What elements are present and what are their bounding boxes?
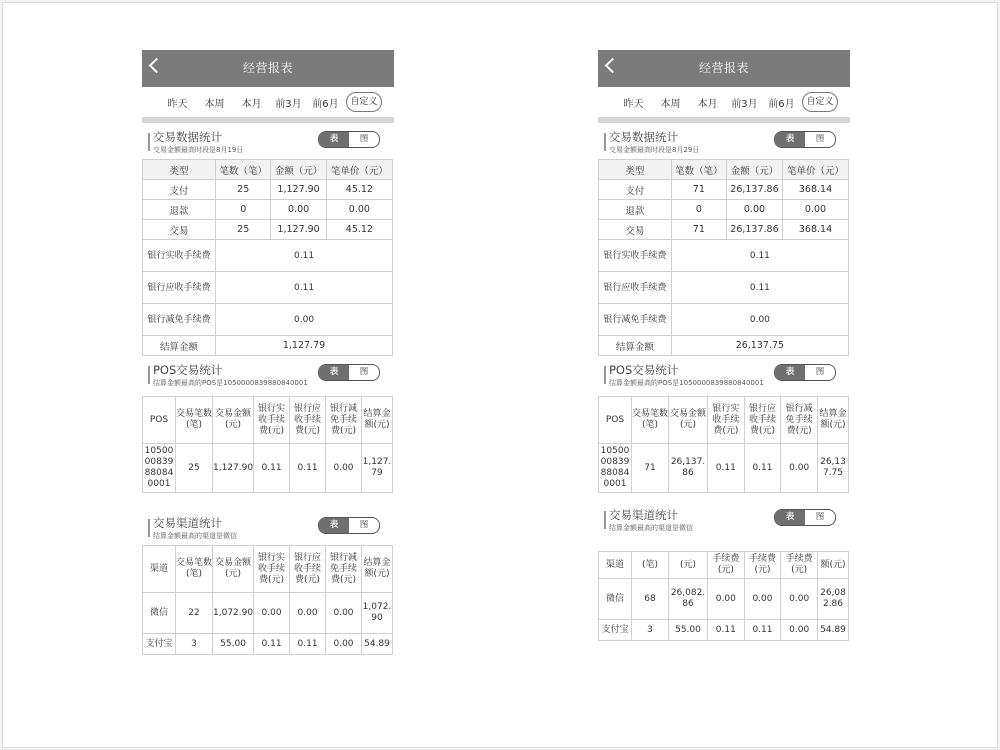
table-cell: 0.00 (326, 593, 362, 634)
table-cell: 25 (216, 180, 271, 200)
toggle-table[interactable]: 表 (775, 132, 805, 147)
phone-screen-left (142, 50, 394, 655)
table-cell: 0.00 (326, 444, 362, 493)
table-cell: 54.89 (818, 620, 849, 641)
fee-label: 银行实收手续费 (143, 240, 216, 272)
table-cell: 1,072.90 (213, 593, 254, 634)
column-header: 银行实收手续费(元) (254, 546, 290, 593)
pos-section-header (142, 356, 394, 392)
table-cell: 0 (671, 200, 726, 220)
table-row (599, 444, 849, 493)
table-cell: 71 (671, 220, 726, 240)
table-chart-toggle (318, 364, 380, 381)
table-cell: 0.11 (708, 620, 745, 641)
table-row (599, 220, 849, 240)
period-filter (142, 87, 394, 123)
settlement-label: 结算金额 (599, 336, 672, 356)
section-marker (148, 519, 150, 537)
table-cell: 支付宝 (599, 620, 632, 641)
table-cell: 55.00 (669, 620, 708, 641)
period-filter (598, 87, 850, 123)
channel-table (142, 545, 393, 655)
table-chart-toggle (318, 131, 380, 148)
table-cell: 0.00 (781, 444, 818, 493)
column-header: 银行应收手续费(元) (290, 546, 326, 593)
period-this-week[interactable]: 本周 (204, 98, 225, 110)
toggle-chart[interactable]: 图 (815, 134, 825, 144)
fee-label: 银行减免手续费 (599, 304, 672, 336)
settlement-row (599, 336, 849, 356)
table-cell: 1,127.90 (213, 444, 254, 493)
table-cell: 54.89 (362, 634, 393, 655)
column-header: 类型 (599, 160, 672, 180)
app-header (598, 50, 850, 87)
table-cell: 0.00 (290, 593, 326, 634)
fee-value: 0.11 (671, 272, 848, 304)
table-cell: 0.00 (271, 200, 326, 220)
section-marker (604, 133, 606, 151)
column-header: POS (143, 397, 176, 444)
column-header: (笔) (632, 552, 669, 579)
trade-table (142, 159, 393, 356)
pos-section-title: POS交易统计 (153, 363, 223, 377)
column-header: 笔单价（元） (326, 160, 392, 180)
column-header: 金额（元） (271, 160, 326, 180)
table-cell: 45.12 (326, 220, 392, 240)
table-chart-toggle (774, 509, 836, 526)
fee-row (143, 304, 393, 336)
column-header: 手续费(元) (744, 552, 781, 579)
table-cell: 支付 (143, 180, 216, 200)
fee-value: 0.11 (216, 240, 393, 272)
table-cell: 0.00 (781, 579, 818, 620)
channel-section-title: 交易渠道统计 (609, 508, 678, 522)
period-this-month[interactable]: 本月 (697, 98, 718, 110)
column-header: 结算金额(元) (818, 397, 849, 444)
trade-section-header (598, 123, 850, 159)
table-row (143, 180, 393, 200)
table-cell: 0.11 (744, 444, 781, 493)
back-arrow-icon[interactable] (605, 58, 621, 74)
column-header: 金额（元） (726, 160, 782, 180)
table-cell: 68 (632, 579, 669, 620)
table-row (599, 180, 849, 200)
header-title: 经营报表 (698, 61, 749, 75)
table-cell: 0.11 (290, 634, 326, 655)
column-header: 交易笔数(笔) (176, 397, 213, 444)
column-header: 交易金额(元) (213, 397, 254, 444)
scanned-page (2, 2, 998, 748)
period-custom-button[interactable]: 自定义 (802, 92, 838, 112)
column-header: 笔数（笔） (216, 160, 271, 180)
table-cell: 0.00 (254, 593, 290, 634)
table-cell: 0.11 (708, 444, 745, 493)
trade-section-subtitle: 交易金额最高时段是8月19日 (153, 146, 244, 154)
table-cell: 0.00 (708, 579, 745, 620)
table-cell: 交易 (599, 220, 672, 240)
column-header: 笔数（笔） (671, 160, 726, 180)
fee-label: 银行应收手续费 (143, 272, 216, 304)
toggle-table[interactable]: 表 (319, 518, 349, 533)
table-cell: 25 (216, 220, 271, 240)
table-cell: 55.00 (213, 634, 254, 655)
pos-section-title: POS交易统计 (609, 363, 679, 377)
channel-section-subtitle: 结算金额最高的渠道是微信 (153, 532, 237, 540)
back-arrow-icon[interactable] (149, 58, 165, 74)
fee-value: 0.11 (216, 272, 393, 304)
app-header (142, 50, 394, 87)
channel-section-title: 交易渠道统计 (153, 516, 222, 530)
table-cell: 26,137.86 (726, 220, 782, 240)
pos-section-subtitle: 结算金额最高的POS是1050000839880840001 (153, 379, 308, 387)
table-cell: 0.00 (783, 200, 849, 220)
table-cell: 368.14 (783, 180, 849, 200)
column-header: 结算金额(元) (362, 546, 393, 593)
table-row (143, 220, 393, 240)
period-custom-button[interactable]: 自定义 (346, 92, 382, 112)
phone-screen-right (598, 50, 850, 641)
table-cell: 22 (176, 593, 213, 634)
toggle-table[interactable]: 表 (775, 365, 805, 380)
table-row (143, 593, 393, 634)
table-cell: 1,127.90 (271, 220, 326, 240)
period-last-6-months[interactable]: 前6月 (312, 98, 339, 110)
fee-label: 银行实收手续费 (599, 240, 672, 272)
section-marker (604, 366, 606, 384)
column-header: 交易笔数(笔) (632, 397, 669, 444)
column-header: 结算金额(元) (362, 397, 393, 444)
table-cell: 交易 (143, 220, 216, 240)
column-header: 银行实收手续费(元) (254, 397, 290, 444)
channel-section-header (598, 501, 850, 537)
toggle-chart[interactable]: 图 (359, 520, 369, 530)
table-cell: 45.12 (326, 180, 392, 200)
column-header: 手续费(元) (781, 552, 818, 579)
fee-value: 0.00 (216, 304, 393, 336)
column-header: 渠道 (143, 546, 176, 593)
settlement-label: 结算金额 (143, 336, 216, 356)
trade-table (598, 159, 849, 356)
table-cell: 71 (632, 444, 669, 493)
table-cell: 0.00 (326, 200, 392, 220)
period-this-week[interactable]: 本周 (660, 98, 681, 110)
pos-table (598, 396, 849, 493)
table-cell: 1,127.79 (362, 444, 393, 493)
table-cell: 0.00 (326, 634, 362, 655)
table-cell: 3 (176, 634, 213, 655)
column-header: 银行减免手续费(元) (326, 397, 362, 444)
table-cell: 退款 (599, 200, 672, 220)
table-row (143, 444, 393, 493)
table-cell: 71 (671, 180, 726, 200)
fee-row (599, 240, 849, 272)
trade-section-title: 交易数据统计 (153, 130, 222, 144)
table-row (599, 200, 849, 220)
section-marker (148, 366, 150, 384)
table-cell: 1,072.90 (362, 593, 393, 634)
column-header: 手续费(元) (708, 552, 745, 579)
table-cell: 1,127.90 (271, 180, 326, 200)
toggle-table[interactable]: 表 (319, 132, 349, 147)
table-cell: 0 (216, 200, 271, 220)
settlement-value: 1,127.79 (216, 336, 393, 356)
toggle-chart[interactable]: 图 (359, 367, 369, 377)
table-chart-toggle (774, 131, 836, 148)
column-header: 类型 (143, 160, 216, 180)
column-header: POS (599, 397, 632, 444)
trade-section-title: 交易数据统计 (609, 130, 678, 144)
table-cell: 0.00 (726, 200, 782, 220)
table-row (599, 579, 849, 620)
table-cell: 0.11 (254, 444, 290, 493)
toggle-chart[interactable]: 图 (815, 512, 825, 522)
column-header: 交易金额(元) (669, 397, 708, 444)
column-header: (元) (669, 552, 708, 579)
settlement-value: 26,137.75 (671, 336, 848, 356)
table-cell: 3 (632, 620, 669, 641)
fee-label: 银行应收手续费 (599, 272, 672, 304)
table-cell: 0.11 (290, 444, 326, 493)
table-chart-toggle (318, 517, 380, 534)
section-marker (604, 511, 606, 529)
channel-section-header (142, 509, 394, 545)
table-cell: 微信 (599, 579, 632, 620)
column-header: 银行减免手续费(元) (326, 546, 362, 593)
period-last-3-months[interactable]: 前3月 (731, 98, 758, 110)
fee-row (599, 272, 849, 304)
fee-value: 0.11 (671, 240, 848, 272)
settlement-row (143, 336, 393, 356)
column-header: 银行实收手续费(元) (708, 397, 745, 444)
pos-section-subtitle: 结算金额最高的POS是1050000839880840001 (609, 379, 764, 387)
header-title: 经营报表 (242, 61, 293, 75)
period-yesterday[interactable]: 昨天 (623, 98, 644, 110)
table-cell: 支付宝 (143, 634, 176, 655)
period-last-3-months[interactable]: 前3月 (275, 98, 302, 110)
table-cell: 26,137.86 (726, 180, 782, 200)
column-header: 银行减免手续费(元) (781, 397, 818, 444)
pos-id-cell: 1050000839880840001 (599, 444, 632, 493)
toggle-chart[interactable]: 图 (359, 134, 369, 144)
table-cell: 25 (176, 444, 213, 493)
fee-row (599, 304, 849, 336)
toggle-chart[interactable]: 图 (815, 367, 825, 377)
pos-section-header (598, 356, 850, 392)
column-header: 笔单价（元） (783, 160, 849, 180)
table-cell: 26,082.86 (669, 579, 708, 620)
fee-value: 0.00 (671, 304, 848, 336)
table-row (143, 634, 393, 655)
column-header: 银行应收手续费(元) (290, 397, 326, 444)
table-chart-toggle (774, 364, 836, 381)
table-cell: 0.00 (744, 579, 781, 620)
table-cell: 退款 (143, 200, 216, 220)
table-cell: 26,082.86 (818, 579, 849, 620)
period-this-month[interactable]: 本月 (241, 98, 262, 110)
column-header: 交易笔数(笔) (176, 546, 213, 593)
table-cell: 368.14 (783, 220, 849, 240)
period-last-6-months[interactable]: 前6月 (768, 98, 795, 110)
column-header: 额(元) (818, 552, 849, 579)
pos-table (142, 396, 393, 493)
table-cell: 微信 (143, 593, 176, 634)
table-cell: 0.11 (254, 634, 290, 655)
fee-row (143, 272, 393, 304)
table-cell: 支付 (599, 180, 672, 200)
period-yesterday[interactable]: 昨天 (167, 98, 188, 110)
pos-id-cell: 1050000839880840001 (143, 444, 176, 493)
toggle-table[interactable]: 表 (775, 510, 805, 525)
table-cell: 26,137.86 (669, 444, 708, 493)
table-row (599, 620, 849, 641)
column-header: 银行应收手续费(元) (744, 397, 781, 444)
trade-section-header (142, 123, 394, 159)
channel-section-subtitle: 结算金额最高的渠道是微信 (609, 524, 693, 532)
trade-section-subtitle: 交易金额最高时段是8月29日 (609, 146, 700, 154)
table-cell: 0.00 (781, 620, 818, 641)
table-row (143, 200, 393, 220)
table-cell: 0.11 (744, 620, 781, 641)
channel-table (598, 551, 849, 641)
toggle-table[interactable]: 表 (319, 365, 349, 380)
column-header: 交易金额(元) (213, 546, 254, 593)
fee-row (143, 240, 393, 272)
table-cell: 26,137.75 (818, 444, 849, 493)
section-marker (148, 133, 150, 151)
column-header: 渠道 (599, 552, 632, 579)
fee-label: 银行减免手续费 (143, 304, 216, 336)
